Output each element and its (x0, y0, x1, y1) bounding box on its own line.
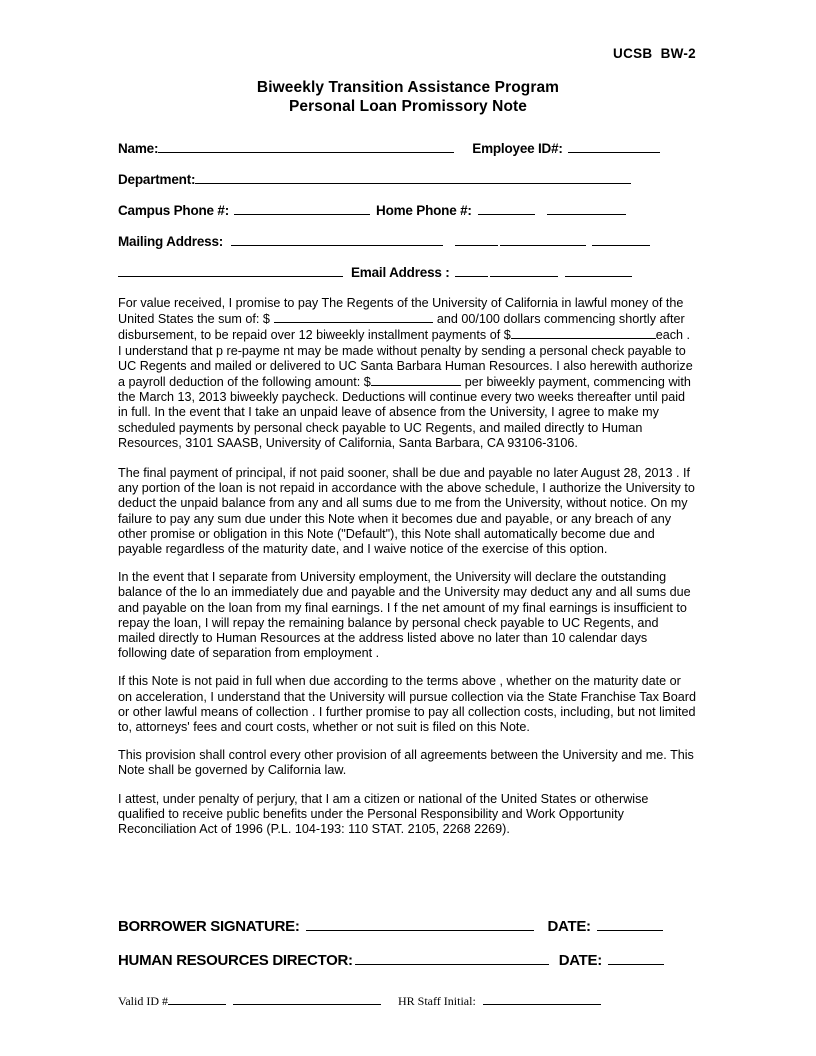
borrower-signature-input[interactable] (306, 918, 534, 931)
campus-phone-input[interactable] (234, 202, 370, 215)
borrower-date-input[interactable] (597, 918, 663, 931)
paragraph-5: This provision shall control every other provision of all agreements between the University and me. This Note shall be governed by California law. (118, 748, 694, 778)
paragraph-4: If this Note is not paid in full when due according to the terms above , whether on the maturity date or on acceleration, I understand that the University will pursue collection via the State Franchise Tax Board or other lawful means of collection . I further promise to pay all collection costs, including, but not limited to, attorneys' fees and court costs, whether or not suit is filed on this Note. (118, 674, 696, 735)
field-row-phones (118, 202, 698, 233)
paragraph-2: The final payment of principal, if not paid sooner, shall be due and payable no later August 28, 2013 . If any portion of the loan is not repaid in accordance with the above schedule, I authorize the University to deduct the unpaid balance from any and all sums due to me from the University, without notice. On my failure to pay any sum due under this Note when it becomes due and payable, or any breach of any other promise or obligation in this Note ("Default"), this Note shall automatically become due and payable regardless of the maturity date, and I waive notice of the exercise of this option. (118, 466, 695, 557)
signature-row-borrower (118, 918, 718, 952)
mailing-address-state-input[interactable] (500, 233, 586, 246)
valid-id-label: Valid ID # (118, 994, 168, 1008)
valid-id-input[interactable] (168, 992, 226, 1005)
department-label: Department: (118, 172, 196, 187)
paragraph-6: I attest, under penalty of perjury, that I am a citizen or national of the United States or otherwise qualified to receive public benefits under the Personal Responsibility and Work Opportunity Reconciliation Act of 1996 (P.L. 104-193: 110 STAT. 2105, 2268 2269). (118, 791, 649, 837)
home-phone-label: Home Phone #: (376, 203, 472, 218)
field-row-department (118, 171, 698, 202)
title-line-2: Personal Loan Promissory Note (288, 98, 528, 115)
paragraph-1 (118, 296, 696, 451)
employee-id-label: Employee ID#: (472, 141, 563, 156)
valid-id-detail-input[interactable] (233, 992, 381, 1005)
form-fields (118, 140, 698, 295)
paragraph-1-part-d: per biweekly payment, commencing with the March 13, 2013 biweekly paycheck. Deductions will continue every two weeks thereafter until paid in full. In the event that I take an unpaid leave of absence from the University, I agree to make my scheduled payments by personal check payable to UC Regents, and mailed directly to Human Resources, 3101 SAASB, University of California, Santa Barbara, CA 93106-3106. (118, 375, 691, 450)
agreement-body (118, 296, 696, 850)
paragraph-1-part-b: and 00/100 dollars commencing shortly after disbursement, to be repaid over 12 biweekly installment payments of $ (118, 312, 685, 343)
email-address-label: Email Address : (351, 265, 450, 280)
department-input[interactable] (195, 171, 631, 184)
page-title (0, 78, 816, 116)
field-row-email (118, 264, 698, 295)
home-phone-input[interactable] (478, 202, 535, 215)
deduction-amount-blank[interactable] (371, 374, 461, 386)
email-domain-input[interactable] (490, 264, 558, 277)
campus-phone-label: Campus Phone #: (118, 203, 230, 218)
hr-date-label: DATE: (558, 952, 602, 969)
installment-amount-blank[interactable] (511, 327, 656, 339)
email-user-input[interactable] (455, 264, 488, 277)
title-line-1: Biweekly Transition Assistance Program (256, 79, 560, 96)
name-input[interactable] (158, 140, 454, 153)
hr-staff-initial-label: HR Staff Initial: (398, 994, 476, 1008)
paragraph-1-part-c: each . I understand that p re-payme nt may be made without penalty by sending a personal check payable to UC Regents and mailed or delivered to UC Santa Barbara Human Resources. I also herewith authorize a payroll deduction of the following amount: $ (118, 328, 693, 390)
mailing-address-label: Mailing Address: (118, 234, 224, 249)
signature-row-hr-director (118, 952, 718, 986)
field-row-mailing-address (118, 233, 698, 264)
loan-amount-blank[interactable] (274, 311, 433, 323)
signature-block (118, 918, 718, 986)
mailing-address-city-input[interactable] (455, 233, 498, 246)
name-label: Name: (118, 141, 159, 156)
borrower-signature-label: BORROWER SIGNATURE: (118, 918, 300, 935)
mailing-address-street-input[interactable] (231, 233, 443, 246)
borrower-date-label: DATE: (547, 918, 591, 935)
home-phone-extra-input[interactable] (547, 202, 626, 215)
hr-director-signature-input[interactable] (355, 952, 549, 965)
employee-id-input[interactable] (568, 140, 660, 153)
field-row-name (118, 140, 698, 171)
form-code: UCSB BW-2 (613, 46, 696, 61)
paragraph-1-part-a: For value received, I promise to pay The Regents of the University of California in lawful money of the United States the sum of: $ (118, 296, 684, 327)
hr-staff-initial-input[interactable] (483, 992, 601, 1005)
paragraph-3: In the event that I separate from University employment, the University will declare the outstanding balance of the lo an immediately due and payable and the University may deduct any and all sums due and payable on the loan from my final earnings. I f the net amount of my final earnings is insufficient to repay the loan, I will repay the remaining balance by personal check payable to UC Regents, and mailed directly to Human Resources at the address listed above no later than 10 calendar days following date of separation from employment . (118, 570, 691, 661)
hr-director-label: HUMAN RESOURCES DIRECTOR: (118, 952, 353, 969)
footer-row (118, 992, 718, 1009)
mailing-address-line2-input[interactable] (118, 264, 343, 277)
mailing-address-zip-input[interactable] (592, 233, 650, 246)
hr-date-input[interactable] (608, 952, 664, 965)
email-suffix-input[interactable] (565, 264, 632, 277)
